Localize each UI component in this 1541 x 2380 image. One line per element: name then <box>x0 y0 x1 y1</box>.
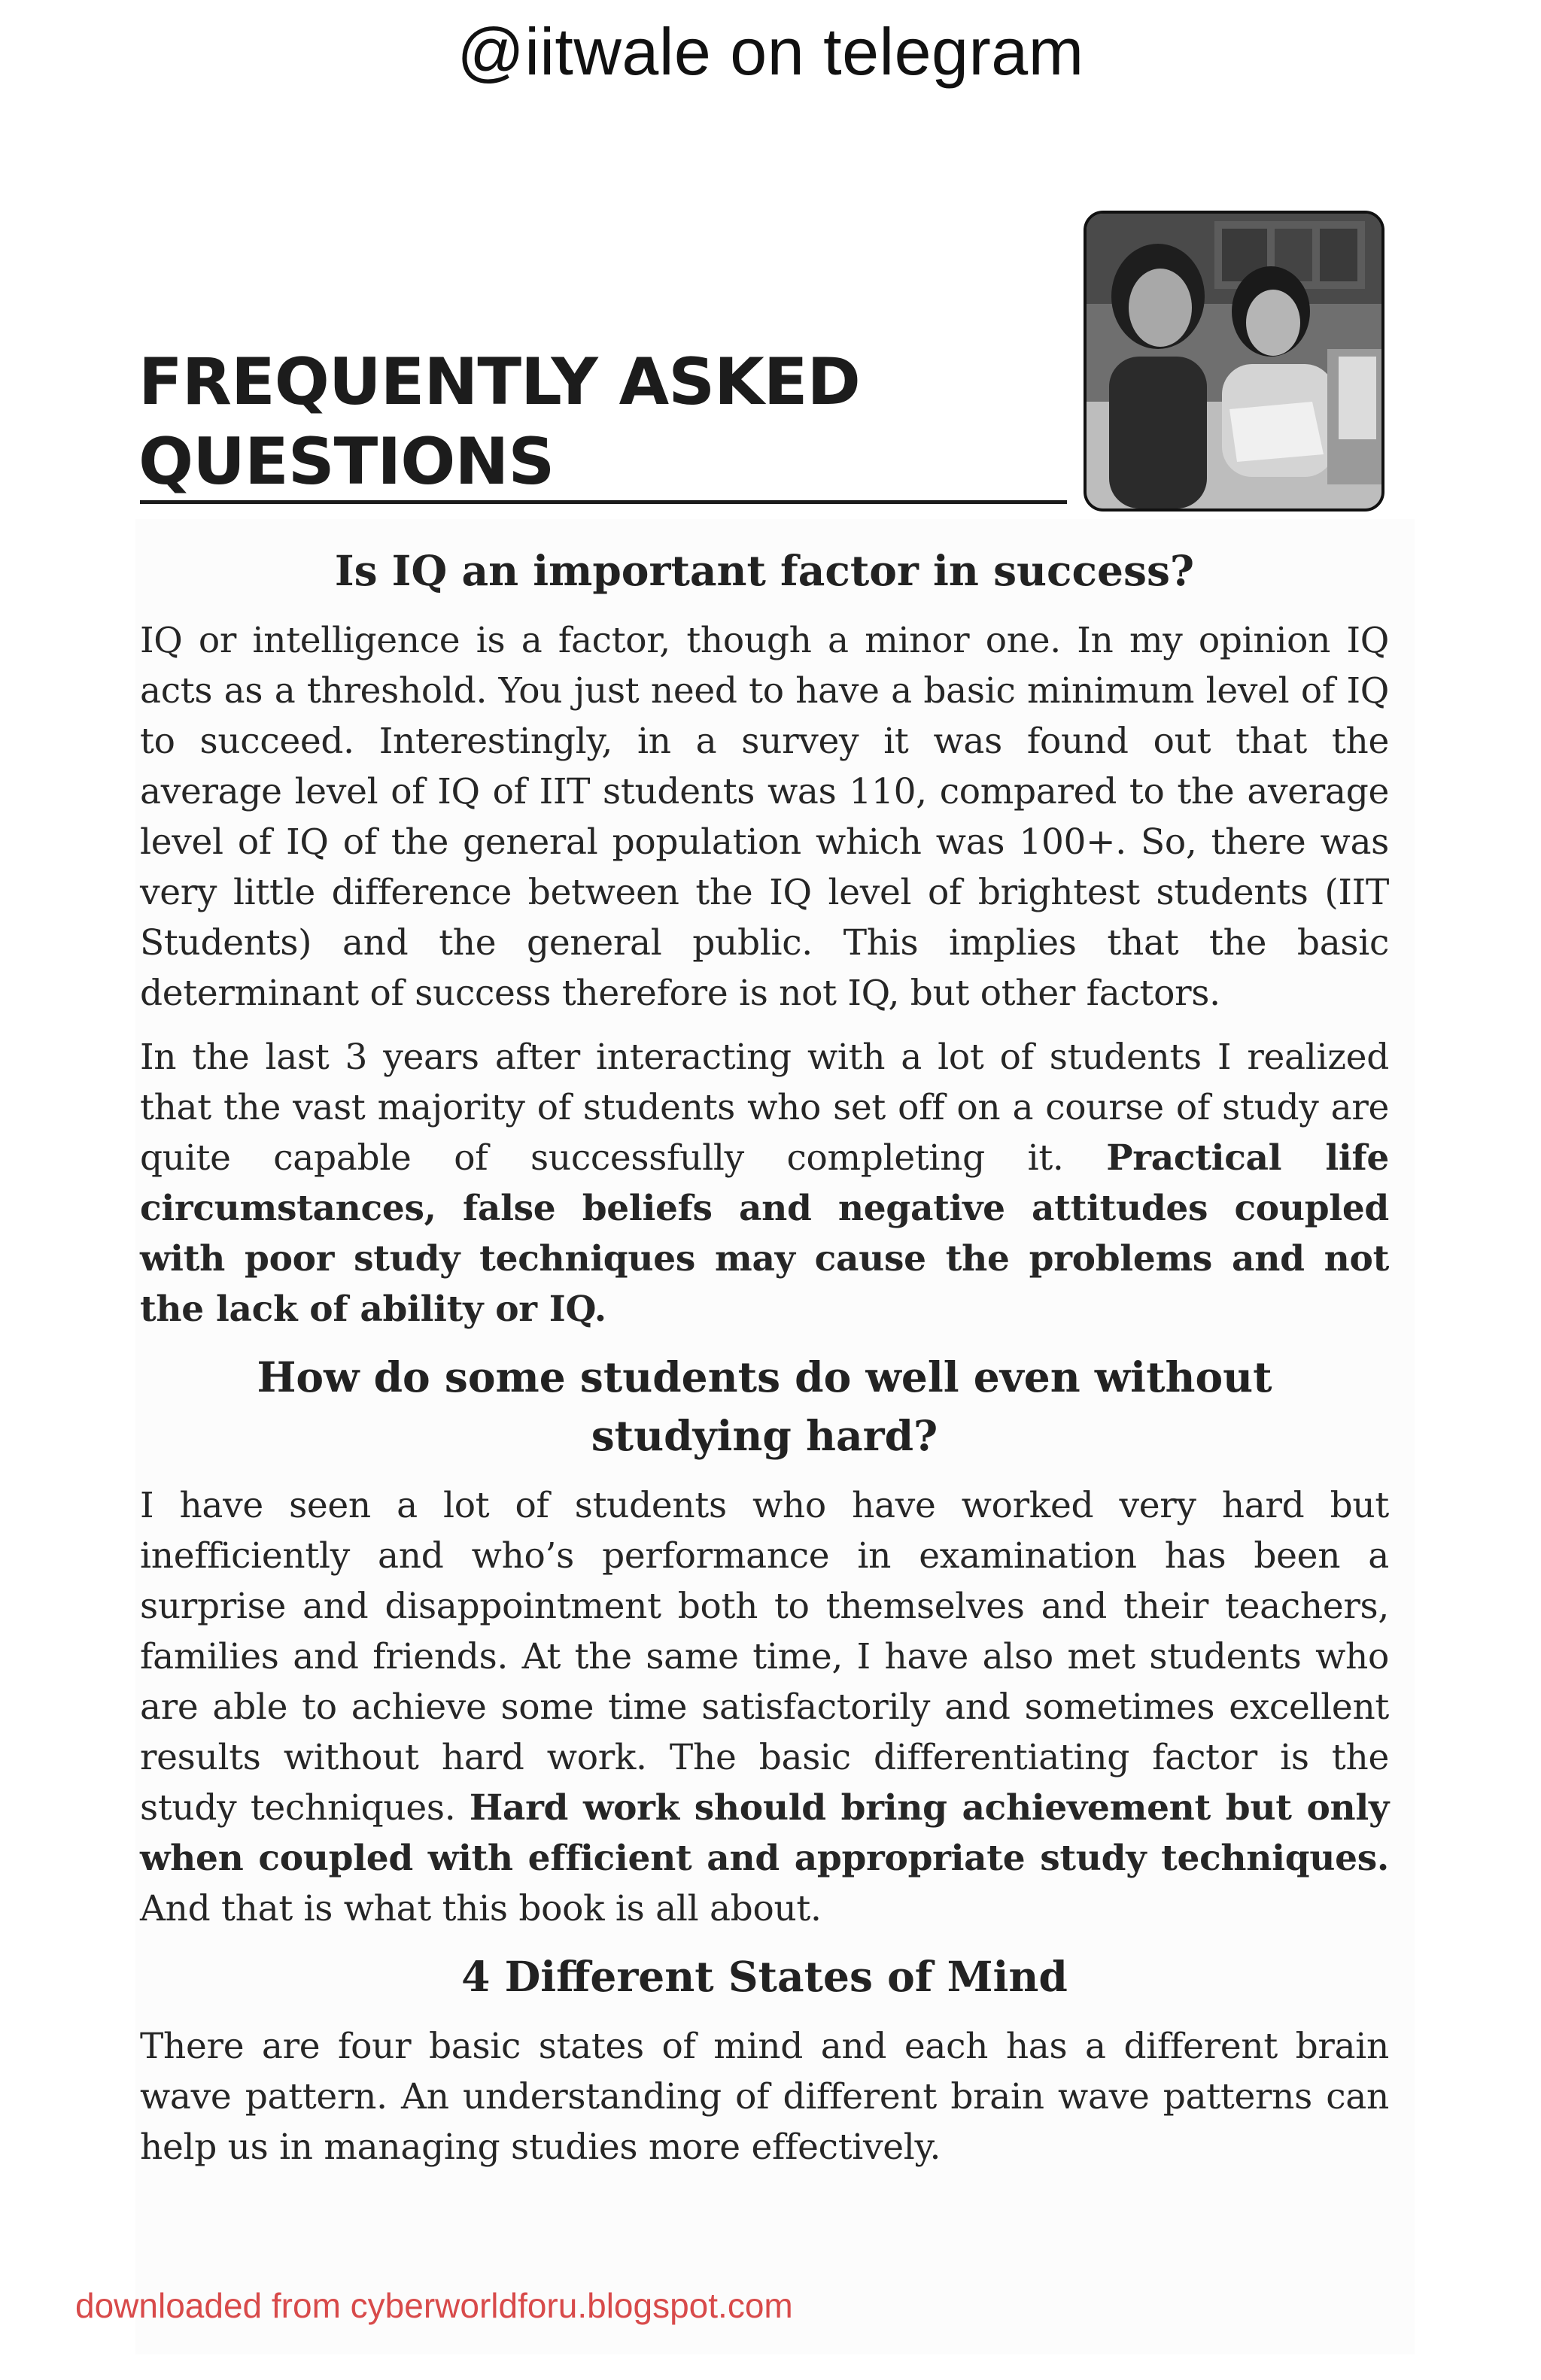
photo-illustration <box>1087 214 1381 508</box>
answer-iq-paragraph-2-emphasis: Practical life circumstances, false beliefs and negative attitudes coupled with poor study techniques may cause the problems and not the lack of ability or IQ. <box>140 1137 1389 1330</box>
page-title-line-1: FREQUENTLY ASKED <box>138 345 860 420</box>
students-studying-photo <box>1084 211 1384 512</box>
section-heading-states-of-mind: 4 Different States of Mind <box>461 1952 1068 2001</box>
answer-study-hard-text: I have seen a lot of students who have worked very hard but inefficiently and who’s performance in examination has been a surprise and disappointment both to themselves and their teachers, families and friends. At the same time, I have also met students who are able to achieve some time satisfactorily and sometimes excellent results without hard work. The basic differentiating factor is the study techniques. <box>140 1485 1389 1829</box>
download-watermark: downloaded from cyberworldforu.blogspot.com <box>75 2286 793 2325</box>
answer-study-hard-tail: And that is what this book is all about. <box>140 1888 822 1929</box>
telegram-watermark: @iitwale on telegram <box>457 14 1084 89</box>
answer-iq-paragraph-2 <box>140 1032 1389 1334</box>
question-heading-study-hard-line-2: studying hard? <box>591 1411 938 1460</box>
question-heading-study-hard-line-1: How do some students do well even without <box>257 1352 1272 1401</box>
page-title-line-2: QUESTIONS <box>138 424 555 499</box>
page-title <box>138 342 1071 502</box>
answer-study-hard-paragraph <box>140 1480 1389 1934</box>
question-heading-iq: Is IQ an important factor in success? <box>334 546 1195 595</box>
answer-study-hard-emphasis: Hard work should bring achievement but only when coupled with efficient and appropriate study techniques. <box>140 1787 1389 1879</box>
question-heading-study-hard <box>140 1348 1389 1465</box>
faq-content <box>140 542 1389 2172</box>
answer-iq-paragraph-1: IQ or intelligence is a factor, though a minor one. In my opinion IQ acts as a threshold. You just need to have a basic minimum level of IQ to succeed. Interestingly, in a survey it was found out that the average level of IQ of IIT students was 110, compared to the average level of IQ of the general population which was 100+. So, there was very little difference between the IQ level of brightest students (IIT Students) and the general public. This implies that the basic determinant of success therefore is not IQ, but other factors. <box>140 620 1389 1014</box>
states-of-mind-paragraph: There are four basic states of mind and each has a different brain wave pattern. An understanding of different brain wave patterns can help us in managing studies more effectively. <box>140 2026 1389 2168</box>
answer-iq-paragraph-2-text: In the last 3 years after interacting with a lot of students I realized that the vast majority of students who set off on a course of study are quite capable of successfully completing it. <box>140 1037 1389 1179</box>
title-underline <box>140 500 1067 504</box>
